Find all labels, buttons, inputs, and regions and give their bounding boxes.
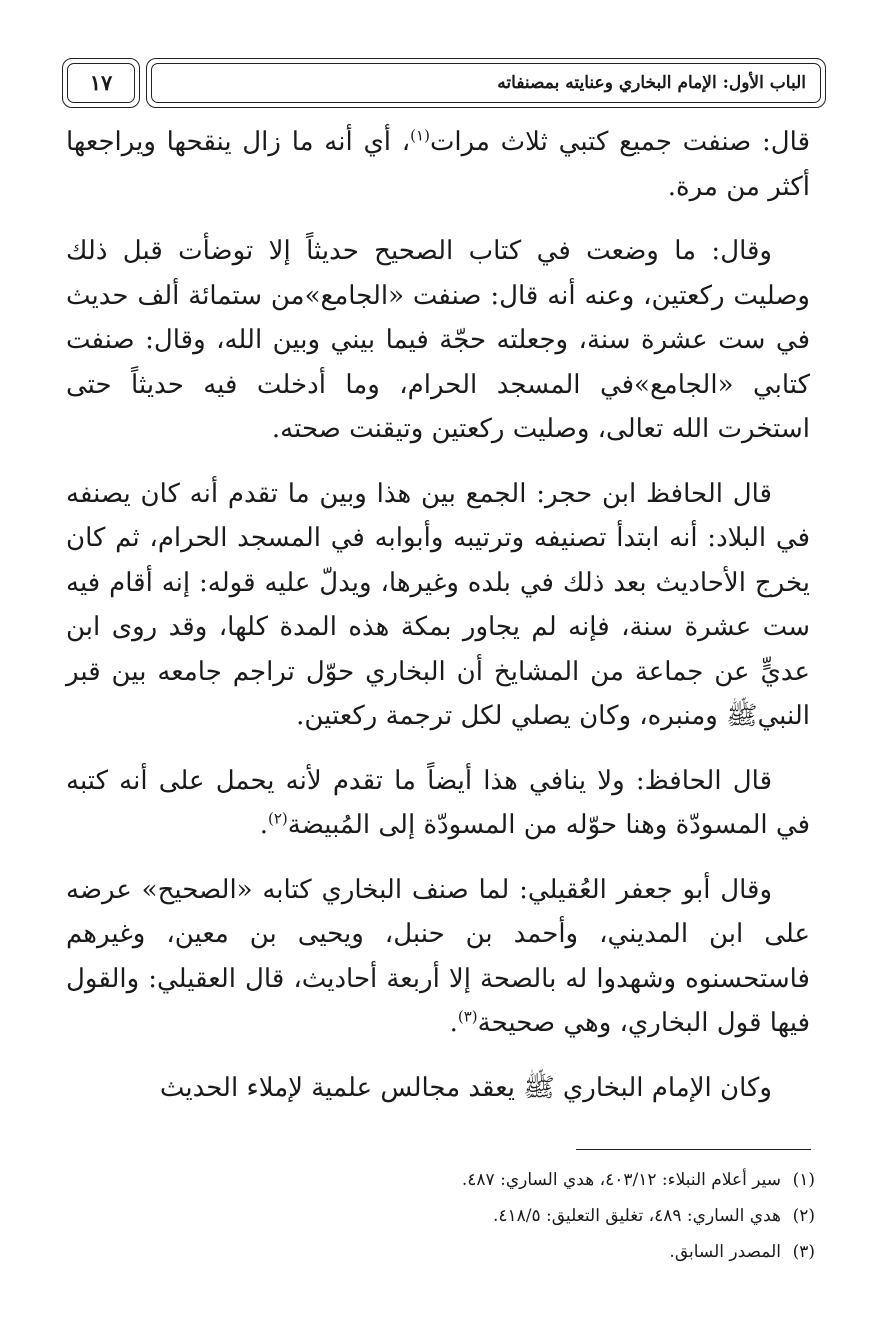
paragraph: قال الحافظ ابن حجر: الجمع بين هذا وبين ما تقدم أنه كان يصنفه في البلاد: أنه ابتدأ تصنيفه وترتيبه وأبوابه في المسجد الحرام، ثم كان يخرج الأحاديث بعد ذلك في بلده وغيرها، ويدلّ عليه قوله: إنه أقام فيه ست عشرة سنة، فإنه لم يجاور بمكة هذه المدة كلها، وقد روى ابن عديٍّ عن جماعة من المشايخ أن البخاري حوّل تراجم جامعه بين قبر النبيﷺ ومنبره، وكان يصلي لكل ترجمة ركعتين. <box>66 478 810 731</box>
footnote-ref: (٢) <box>267 809 288 828</box>
footnote-number: (٢) <box>792 1206 815 1226</box>
paragraph: قال الحافظ: ولا ينافي هذا أيضاً ما تقدم لأنه يحمل على أنه كتبه في المسودّة وهنا حوّله من المسودّة إلى المُبيضة$^{(٢)}$. <box>66 765 810 840</box>
footnote-ref: (١) <box>410 126 430 145</box>
footnotes <box>75 1162 815 1270</box>
page-number: ١٧ <box>89 70 113 95</box>
footnote-number: (٣) <box>792 1242 815 1262</box>
paragraph: وقال: ما وضعت في كتاب الصحيح حديثاً إلا توضأت قبل ذلك وصليت ركعتين، وعنه أنه قال: صنفت «الجامع»من ستمائة ألف حديث في ست عشرة سنة، وجعلته حجّة فيما بيني وبين الله، وقال: صنفت كتابي «الجامع»في المسجد الحرام، وما أدخلت فيه حديثاً حتى استخرت الله تعالى، وصليت ركعتين وتيقنت صحته. <box>66 236 810 444</box>
running-header <box>62 58 826 108</box>
footnote-text: سير أعلام النبلاء: ٤٠٣/١٢، هدي الساري: ٤٨٧. <box>461 1170 781 1190</box>
footnote-ref: (٣) <box>457 1007 478 1026</box>
footnote-separator <box>576 1149 811 1150</box>
paragraph: وقال أبو جعفر العُقيلي: لما صنف البخاري كتابه «الصحيح» عرضه على ابن المديني، وأحمد بن حنبل، ويحيى بن معين، وغيرهم فاستحسنوه وشهدوا له بالصحة إلا أربعة أحاديث، قال العقيلي: والقول فيها قول البخاري، وهي صحيحة$^{(٣)}$. <box>66 874 810 1038</box>
footnote <box>75 1162 815 1198</box>
footnote <box>75 1234 815 1270</box>
paragraph: قال: صنفت جميع كتبي ثلاث مرات$^{(١)}$، أي أنه ما زال ينقحها ويراجعها أكثر من مرة. <box>66 126 811 202</box>
paragraph: وكان الإمام البخاري ﷺ يعقد مجالس علمية لإملاء الحديث <box>159 1072 772 1103</box>
footnote-number: (١) <box>792 1170 815 1190</box>
main-text <box>66 120 810 1110</box>
footnote <box>75 1198 815 1234</box>
chapter-title: الباب الأول: الإمام البخاري وعنايته بمصنفاته <box>497 73 806 93</box>
footnote-text: المصدر السابق. <box>669 1242 781 1262</box>
footnote-text: هدي الساري: ٤٨٩، تغليق التعليق: ٤١٨/٥. <box>492 1206 781 1226</box>
